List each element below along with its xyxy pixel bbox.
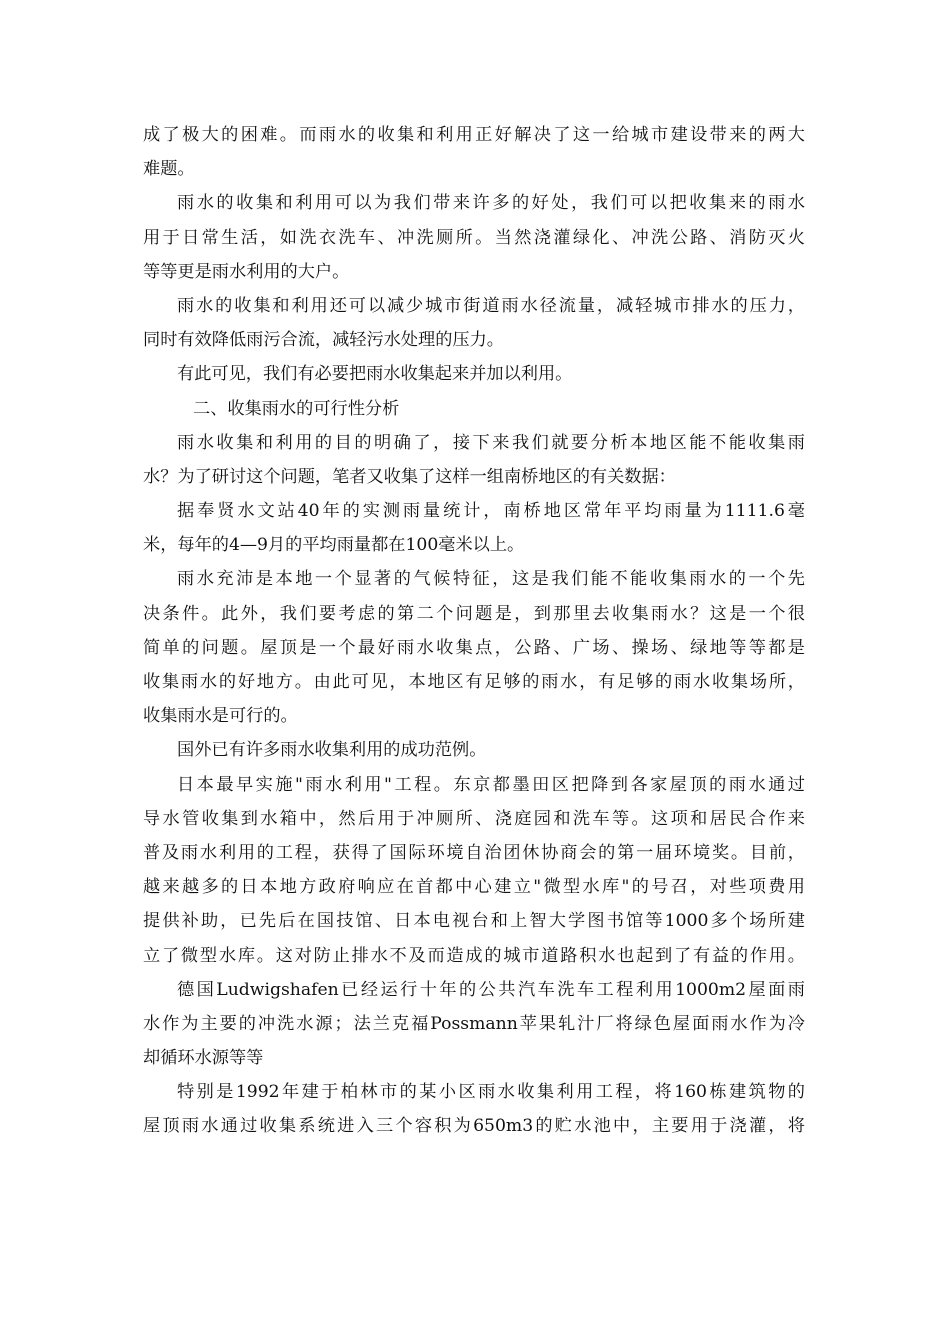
text-line: 导水管收集到水箱中，然后用于冲厕所、浇庭园和洗车等。这项和居民合作来	[143, 808, 805, 829]
text-line: 成了极大的困难。而雨水的收集和利用正好解决了这一给城市建设带来的两大	[143, 125, 805, 145]
text-line: 提供补助，已先后在国技馆、日本电视台和上智大学图书馆等1000多个场所建	[143, 911, 805, 932]
text-line: 普及雨水利用的工程，获得了国际环境自治团休协商会的第一届环境奖。目前，	[143, 842, 805, 863]
text-line: 收集雨水是可行的。	[143, 706, 298, 727]
text-line: 雨水充沛是本地一个显著的气候特征，这是我们能不能收集雨水的一个先	[177, 569, 805, 590]
text-line: 水？为了研讨这个问题，笔者又收集了这样一组南桥地区的有关数据：	[143, 466, 676, 487]
text-line: 雨水的收集和利用还可以减少城市街道雨水径流量，减轻城市排水的压力，	[177, 295, 805, 316]
text-line: 难题。	[143, 159, 195, 180]
document-page	[143, 118, 805, 1144]
text-line: 立了微型水库。这对防止排水不及而造成的城市道路积水也起到了有益的作用。	[143, 945, 805, 966]
text-line: 决条件。此外，我们要考虑的第二个问题是，到那里去收集雨水？这是一个很	[143, 603, 805, 624]
text-line: 用于日常生活，如洗衣洗车、冲洗厕所。当然浇灌绿化、冲洗公路、消防灭火	[143, 227, 805, 248]
text-line: 特别是1992年建于柏林市的某小区雨水收集利用工程，将160栋建筑物的	[177, 1082, 805, 1103]
text-line: 收集雨水的好地方。由此可见，本地区有足够的雨水，有足够的雨水收集场所，	[143, 672, 805, 692]
text-line: 国外已有许多雨水收集利用的成功范例。	[177, 740, 487, 761]
text-line: 屋顶雨水通过收集系统进入三个容积为650m3的贮水池中，主要用于浇灌，将	[143, 1116, 805, 1137]
text-line: 二、收集雨水的可行性分析	[193, 398, 400, 419]
text-line: 越来越多的日本地方政府响应在首都中心建立"微型水库"的号召，对些项费用	[143, 877, 805, 898]
text-line: 同时有效降低雨污合流，减轻污水处理的压力。	[143, 330, 504, 351]
text-line: 德国Ludwigshafen已经运行十年的公共汽车洗车工程利用1000m2屋面雨	[177, 979, 805, 1000]
text-line: 米，每年的4—9月的平均雨量都在100毫米以上。	[143, 535, 525, 556]
text-line: 水作为主要的冲洗水源；法兰克福Possmann苹果轧汁厂将绿色屋面雨水作为冷	[143, 1013, 805, 1034]
text-line: 简单的问题。屋顶是一个最好雨水收集点，公路、广场、操场、绿地等等都是	[143, 637, 805, 658]
text-line: 雨水收集和利用的目的明确了，接下来我们就要分析本地区能不能收集雨	[177, 432, 805, 453]
text-line: 日本最早实施"雨水利用"工程。东京都墨田区把降到各家屋顶的雨水通过	[177, 774, 805, 795]
text-line: 雨水的收集和利用可以为我们带来许多的好处，我们可以把收集来的雨水	[177, 193, 805, 214]
text-line: 据奉贤水文站40年的实测雨量统计，南桥地区常年平均雨量为1111.6毫	[177, 501, 805, 522]
text-line: 等等更是雨水利用的大户。	[143, 261, 350, 282]
text-line: 却循环水源等等	[143, 1048, 264, 1069]
text-line: 有此可见，我们有必要把雨水收集起来并加以利用。	[177, 364, 573, 385]
